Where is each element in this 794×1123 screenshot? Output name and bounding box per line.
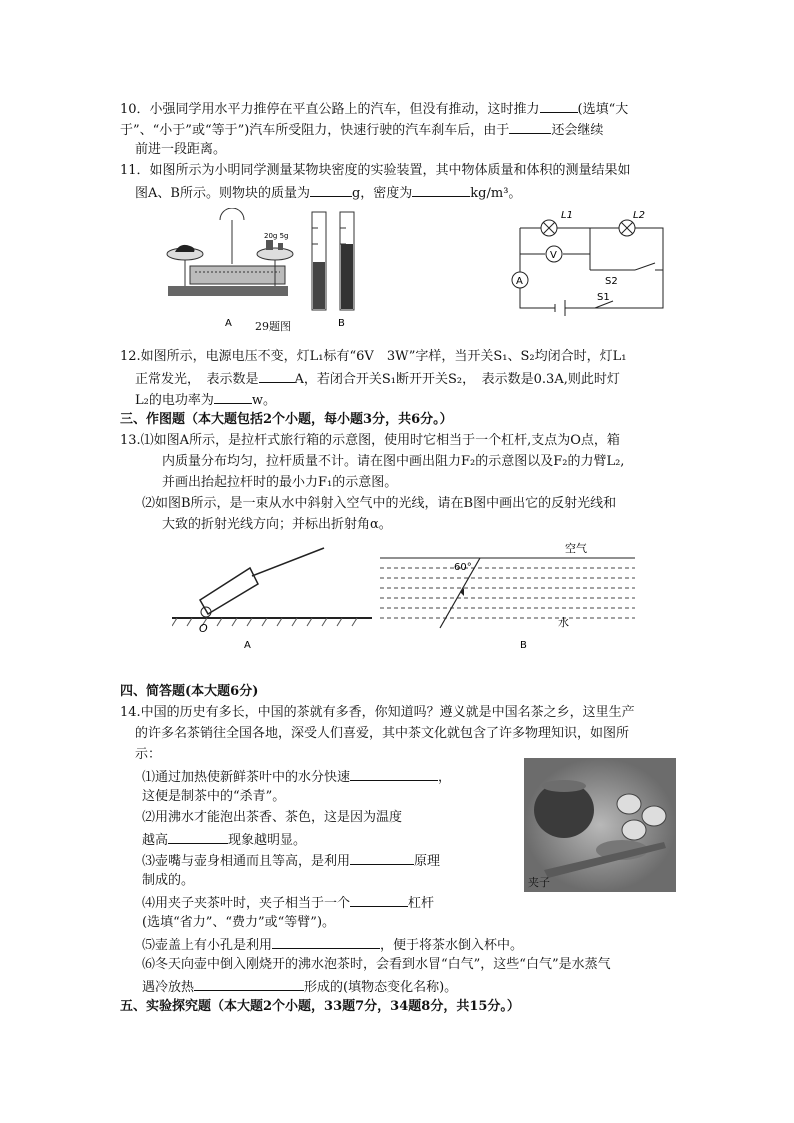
fig-a-label: A <box>244 640 251 651</box>
fig-label-b: B <box>338 318 345 329</box>
weight-5g <box>278 243 283 250</box>
answer-blank[interactable] <box>168 829 228 844</box>
q14-item5: ⑸壶盖上有小孔是利用 ，便于将茶水倒入杯中。 <box>142 934 523 956</box>
figure-caption: 29题图 <box>255 320 291 333</box>
q10-line1: 10．小强同学用水平力推停在平直公路上的汽车，但没有推动，这时推力 (选填“大 <box>120 98 628 120</box>
q14-item3: ⑶壶嘴与壶身相通而且等高，是利用 原理 <box>142 850 440 872</box>
q10-line3: 前进一段距离。 <box>135 142 227 157</box>
pull-handle <box>252 548 324 576</box>
air-label: 空气 <box>565 542 587 555</box>
section-3-title: 三、作图题（本大题包括2个小题，每小题3分，共6分。） <box>120 412 453 427</box>
water-label: 水 <box>558 616 569 629</box>
tea-set-photo <box>524 758 676 892</box>
tongs-label: 夹子 <box>528 876 550 889</box>
balance-beam <box>190 266 285 284</box>
section-4-title: 四、简答题(本大题6分) <box>120 684 259 699</box>
q14-item3-cont: 制成的。 <box>142 873 195 888</box>
angle-label: 60° <box>454 562 472 573</box>
balance-base <box>168 286 288 296</box>
answer-blank[interactable] <box>272 934 380 949</box>
svg-text:V: V <box>550 250 557 261</box>
answer-blank[interactable] <box>509 119 551 134</box>
right-pan <box>257 248 293 260</box>
q14-item6-cont: 遇冷放热 形成的(填物态变化名称)。 <box>142 976 457 998</box>
circuit-diagram <box>505 208 670 318</box>
q14-item4: ⑷用夹子夹茶叶时，夹子相当于一个 杠杆 <box>142 892 434 914</box>
figure-a-suitcase <box>172 540 372 652</box>
svg-text:S2: S2 <box>605 276 618 287</box>
q10-line2: 于”、“小于”或“等于”)汽车所受阻力，快速行驶的汽车刹车后，由于 还会继续 <box>120 119 603 141</box>
answer-blank[interactable] <box>350 766 438 781</box>
q13-p2-line2: 大致的折射光线方向；并标出折射角α。 <box>162 517 392 532</box>
q14-item4-cont: (选填“省力”、“费力”或“等臂”)。 <box>142 915 336 930</box>
svg-text:A: A <box>516 276 523 287</box>
fig-label-a: A <box>225 318 232 329</box>
svg-text:20g 5g: 20g 5g <box>264 232 289 240</box>
svg-text:L2: L2 <box>633 210 645 221</box>
answer-blank[interactable] <box>412 182 470 197</box>
tea-cup <box>642 806 666 826</box>
q11-line1: 11．如图所示为小明同学测量某物块密度的实验装置，其中物体质量和体积的测量结果如 <box>120 163 631 178</box>
svg-text:O: O <box>199 622 208 635</box>
q13-p1-line1: 13.⑴如图A所示，是拉杆式旅行箱的示意图，使用时它相当于一个杠杆,支点为O点，箱 <box>120 433 620 448</box>
q14-intro-line1: 14.中国的历史有多长，中国的茶就有多香，你知道吗？遵义就是中国名茶之乡，这里生产 <box>120 705 635 720</box>
q14-item2: ⑵用沸水才能泡出茶香、茶色，这是因为温度 <box>142 810 403 825</box>
weight-20g <box>266 240 273 250</box>
q14-item2-cont: 越高 现象越明显。 <box>142 829 306 851</box>
object-block <box>175 245 195 252</box>
balance-scale-dial <box>220 208 244 220</box>
suitcase-body <box>200 568 258 614</box>
tea-cup <box>617 794 641 814</box>
q11-line2: 图A、B所示。则物块的质量为 g，密度为 kg/m³。 <box>135 182 521 204</box>
q14-item1: ⑴通过加热使新鲜茶叶中的水分快速 ， <box>142 766 451 788</box>
fig-b-label: B <box>520 640 527 651</box>
answer-blank[interactable] <box>310 182 352 197</box>
answer-blank[interactable] <box>194 976 304 991</box>
cylinder-2-water <box>341 244 353 309</box>
figure-29-balance-cylinders <box>160 208 360 336</box>
svg-text:L1: L1 <box>561 210 573 221</box>
tea-cup <box>622 820 646 840</box>
q12-line2: 正常发光， 表示数是 A，若闭合开关S₁断开开关S₂， 表示数是0.3A,则此时灯 <box>135 368 620 390</box>
answer-blank[interactable] <box>214 389 252 404</box>
q14-intro-line2: 的许多名茶销往全国各地，深受人们喜爱，其中茶文化就包含了许多物理知识，如图所 <box>135 726 630 741</box>
answer-blank[interactable] <box>540 98 578 113</box>
answer-blank[interactable] <box>259 368 295 383</box>
answer-blank[interactable] <box>350 850 414 865</box>
q13-p1-line2: 内质量分布均匀，拉杆质量不计。请在图中画出阻力F₂的示意图以及F₂的力臂L₂, <box>162 454 625 469</box>
q13-p2-line1: ⑵如图B所示，是一束从水中斜射入空气中的光线，请在B图中画出它的反射光线和 <box>142 496 617 511</box>
q12-line1: 12.如图所示，电源电压不变，灯L₁标有“6V 3W”字样，当开关S₁、S₂均闭合时，灯L₁ <box>120 349 627 364</box>
q12-line3: L₂的电功率为 w。 <box>135 389 276 411</box>
answer-blank[interactable] <box>350 892 408 907</box>
q13-p1-line3: 并画出抬起拉杆时的最小力F₁的示意图。 <box>162 475 398 490</box>
q14-item1-cont: 这便是制茶中的“杀青”。 <box>142 789 286 804</box>
svg-text:S1: S1 <box>597 292 610 303</box>
q14-intro-line3: 示： <box>135 747 162 762</box>
q14-item6: ⑹冬天向壶中倒入刚烧开的沸水泡茶时，会看到水冒“白气”，这些“白气”是水蒸气 <box>142 957 611 972</box>
cylinder-1-water <box>313 262 325 309</box>
figure-b-water <box>380 540 635 652</box>
section-5-title: 五、实验探究题（本大题2个小题，33题7分，34题8分，共15分。） <box>120 999 520 1014</box>
